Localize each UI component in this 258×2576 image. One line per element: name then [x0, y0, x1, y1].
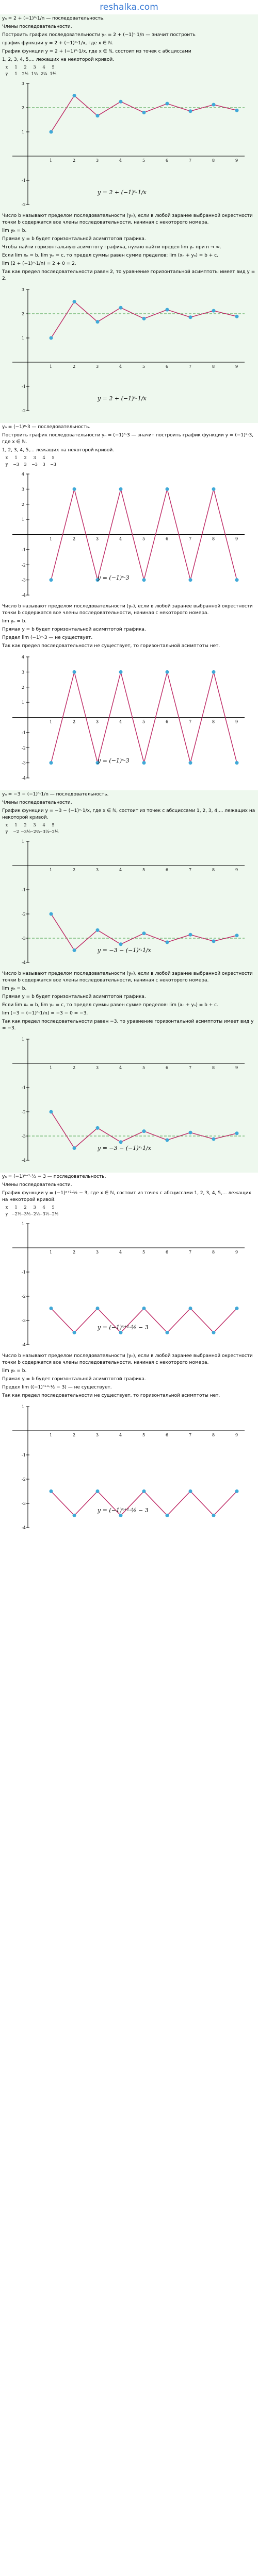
data-point: [212, 1331, 216, 1334]
y-tick-label: 3: [22, 487, 25, 492]
values-table-row: x 1 2 3 4 5: [5, 65, 55, 70]
x-tick-label: 3: [96, 868, 99, 872]
data-point: [235, 1131, 239, 1135]
text-line: Прямая y = b будет горизонтальной асимптотой графика.: [2, 627, 146, 632]
text-line: График функции y = −3 − (−1)ˣ·1/x, где x ∈ ℕ, состоит из точек с абсциссами 1, 2, 3, 4,... лежащих на некоторой кривой.: [2, 808, 255, 820]
values-table-row: x 1 2 3 4 5: [5, 823, 55, 827]
x-tick-label: 6: [166, 158, 169, 163]
x-tick-label: 4: [119, 536, 122, 541]
data-point: [50, 1307, 53, 1310]
data-point: [142, 111, 146, 114]
data-point: [142, 578, 146, 582]
text-line: Число b называют пределом последовательности (yₙ), если в любой заранее выбранной окрестности точки b содержатся все члены последовательности, начиная с некоторого номера.: [2, 213, 253, 225]
data-point: [235, 934, 239, 937]
y-tick-label: 2: [22, 312, 25, 316]
curve-label: y = −3 − (−1)ˣ·1/x: [98, 1145, 151, 1151]
data-point: [235, 315, 239, 318]
data-point: [166, 1514, 169, 1517]
x-tick-label: 2: [73, 364, 76, 369]
y-tick-label: -2: [22, 563, 26, 568]
x-tick-label: 4: [119, 1065, 122, 1070]
x-tick-label: 8: [212, 364, 215, 369]
x-tick-label: 9: [235, 1065, 238, 1070]
x-tick-label: 3: [96, 1433, 99, 1437]
data-point: [212, 103, 216, 107]
solution-section: [0, 1173, 258, 1540]
data-point: [119, 1514, 123, 1517]
x-tick-label: 1: [50, 719, 53, 724]
x-tick-label: 2: [73, 868, 76, 872]
data-point: [235, 578, 239, 582]
values-table-row: x 1 2 3 4 5: [5, 1205, 55, 1210]
x-tick-label: 4: [119, 868, 122, 872]
x-tick-label: 9: [235, 719, 238, 724]
text-line: Так как предел последовательности не существует, то горизонтальной асимптоты нет.: [2, 643, 220, 649]
data-point: [166, 487, 169, 491]
y-tick-label: -1: [22, 1270, 26, 1275]
text-line: yₙ = −3 − (−1)ⁿ·1/n — последовательность.: [2, 792, 109, 797]
x-tick-label: 3: [96, 364, 99, 369]
y-tick-label: 4: [22, 472, 25, 477]
y-tick-label: -2: [22, 1294, 26, 1299]
data-point: [96, 114, 100, 117]
x-tick-label: 5: [142, 719, 146, 724]
x-tick-label: 9: [235, 1433, 238, 1437]
y-tick-label: -4: [22, 1158, 26, 1163]
text-line: График функции y = (−1)ˣ⁺¹·½ − 3, где x ∈ ℕ, состоит из точек с абсциссами 1, 2, 3, 4, 5,... лежащих на некоторой кривой.: [2, 1191, 251, 1202]
x-tick-label: 3: [96, 1250, 99, 1255]
x-tick-label: 1: [50, 158, 53, 163]
text-line: График функции y = 2 + (−1)ˣ·1/x, где x ∈ ℕ, состоит из точек с абсциссами: [2, 49, 191, 54]
x-tick-label: 2: [73, 1065, 76, 1070]
x-tick-label: 3: [96, 158, 99, 163]
text-line: Члены последовательности.: [2, 1182, 72, 1188]
data-point: [189, 109, 192, 113]
x-tick-label: 5: [142, 868, 146, 872]
sequence-chart: [2, 78, 256, 210]
x-tick-label: 7: [189, 868, 192, 872]
x-tick-label: 9: [235, 1250, 238, 1255]
curve-label: y = (−1)ˣ⁺¹·½ − 3: [98, 1507, 149, 1514]
sequence-chart: [2, 1034, 256, 1165]
sequence-chart: [2, 469, 256, 600]
data-point: [189, 761, 192, 765]
y-tick-label: -2: [22, 745, 26, 751]
x-tick-label: 1: [50, 1065, 53, 1070]
data-point: [73, 300, 76, 303]
data-point: [189, 1307, 192, 1310]
x-tick-label: 2: [73, 158, 76, 163]
x-tick-label: 7: [189, 719, 192, 724]
data-point: [73, 487, 76, 491]
x-tick-label: 6: [166, 868, 169, 872]
curve-label: y = (−1)ˣ·3: [98, 757, 130, 764]
data-point: [189, 578, 192, 582]
y-tick-label: -4: [22, 960, 26, 965]
x-tick-label: 9: [235, 158, 238, 163]
data-point: [119, 100, 123, 104]
y-tick-label: 1: [22, 130, 25, 134]
x-tick-label: 7: [189, 1250, 192, 1255]
y-tick-label: -2: [22, 202, 26, 207]
x-tick-label: 7: [189, 536, 192, 541]
text-line: Если lim xₙ = b, lim yₙ = c, то предел суммы равен сумме пределов: lim (xₙ + yₙ) = b + c.: [2, 1003, 218, 1008]
y-tick-label: -2: [22, 1110, 26, 1114]
x-tick-label: 8: [212, 1065, 215, 1070]
y-tick-label: 3: [22, 81, 25, 86]
data-point: [166, 1331, 169, 1334]
y-tick-label: -3: [22, 1134, 26, 1139]
data-point: [212, 487, 216, 491]
text-line: yₙ = (−1)ⁿ⁺¹·½ − 3 — последовательность.: [2, 1174, 106, 1179]
data-point: [235, 761, 239, 765]
y-tick-label: -2: [22, 912, 26, 917]
curve-label: y = −3 − (−1)ˣ·1/x: [98, 947, 151, 954]
y-tick-label: 1: [22, 1037, 25, 1042]
x-tick-label: 7: [189, 1433, 192, 1437]
x-tick-label: 1: [50, 1433, 53, 1437]
y-tick-label: -1: [22, 1453, 26, 1458]
data-point: [212, 1137, 216, 1141]
data-point: [96, 320, 100, 324]
y-tick-label: 1: [22, 1404, 25, 1409]
sequence-chart: [2, 1401, 256, 1533]
y-tick-label: 3: [22, 287, 25, 292]
data-point: [73, 1331, 76, 1334]
y-tick-label: -3: [22, 760, 26, 766]
text-line: Прямая y = b будет горизонтальной асимптотой графика.: [2, 1377, 146, 1382]
data-point: [166, 1138, 169, 1142]
data-point: [142, 761, 146, 765]
values-table-row: y 1 2½ 1⅔ 2¼ 1⅘: [5, 72, 57, 76]
values-table-row: y −2½ −3½ −2½ −3½ −2½: [5, 1212, 59, 1216]
y-tick-label: 1: [22, 700, 25, 705]
data-point: [96, 1489, 100, 1493]
x-tick-label: 2: [73, 536, 76, 541]
x-tick-label: 3: [96, 719, 99, 724]
y-tick-label: -3: [22, 936, 26, 941]
data-point: [50, 130, 53, 134]
x-tick-label: 8: [212, 868, 215, 872]
text-line: Прямая y = b будет горизонтальной асимптотой графика.: [2, 236, 146, 242]
x-tick-label: 8: [212, 1250, 215, 1255]
y-tick-label: -1: [22, 178, 26, 183]
text-line: lim yₙ = b.: [2, 619, 27, 624]
x-tick-label: 9: [235, 364, 238, 369]
solution-section: [0, 423, 258, 790]
x-tick-label: 8: [212, 719, 215, 724]
y-tick-label: -1: [22, 1086, 26, 1090]
data-point: [119, 487, 123, 491]
x-tick-label: 6: [166, 536, 169, 541]
y-tick-label: -4: [22, 1526, 26, 1530]
data-point: [50, 578, 53, 582]
text-line: Число b называют пределом последовательности (yₙ), если в любой заранее выбранной окрестности точки b содержатся все члены последовательности, начиная с некоторого номера.: [2, 1353, 253, 1365]
text-line: lim yₙ = b.: [2, 986, 27, 991]
x-tick-label: 8: [212, 536, 215, 541]
x-tick-label: 5: [142, 1433, 146, 1437]
text-line: Предел lim (−1)ⁿ·3 — не существует.: [2, 635, 93, 640]
data-point: [212, 670, 216, 674]
text-line: Члены последовательности.: [2, 24, 72, 29]
y-tick-label: -1: [22, 384, 26, 389]
y-tick-label: -3: [22, 578, 26, 583]
data-point: [142, 1489, 146, 1493]
data-point: [73, 1514, 76, 1517]
y-tick-label: 4: [22, 655, 25, 659]
text-line: 1, 2, 3, 4, 5,... лежащих на некоторой кривой.: [2, 57, 115, 62]
x-tick-label: 1: [50, 364, 53, 369]
x-tick-label: 4: [119, 1250, 122, 1255]
data-point: [73, 948, 76, 952]
sequence-chart: [2, 284, 256, 416]
x-tick-label: 2: [73, 1250, 76, 1255]
text-line: lim yₙ = b.: [2, 228, 27, 233]
x-tick-label: 5: [142, 536, 146, 541]
data-point: [73, 670, 76, 674]
text-line: Прямая y = b будет горизонтальной асимптотой графика.: [2, 994, 146, 999]
x-tick-label: 6: [166, 1433, 169, 1437]
y-tick-label: -2: [22, 1477, 26, 1482]
text-line: Так как предел последовательности равен 2, то уравнение горизонтальной асимптоты имеет вид y = 2.: [2, 269, 255, 281]
data-point: [235, 1489, 239, 1493]
data-point: [96, 928, 100, 932]
x-tick-label: 6: [166, 364, 169, 369]
x-tick-label: 5: [142, 364, 146, 369]
y-tick-label: -1: [22, 888, 26, 892]
text-line: lim (2 + (−1)ⁿ·1/n) = 2 + 0 = 2.: [2, 261, 76, 266]
data-point: [142, 1307, 146, 1310]
text-line: Так как предел последовательности не существует, то горизонтальной асимптоты нет.: [2, 1393, 220, 1398]
data-point: [189, 933, 192, 937]
text-line: 1, 2, 3, 4, 5,... лежащих на некоторой кривой.: [2, 448, 115, 453]
x-tick-label: 4: [119, 1433, 122, 1437]
site-header: [0, 0, 258, 14]
data-point: [235, 109, 239, 112]
data-point: [189, 1489, 192, 1493]
curve-label: y = (−1)ˣ·3: [98, 574, 130, 581]
curve-label: y = (−1)ˣ⁺¹·½ − 3: [98, 1324, 149, 1331]
x-tick-label: 1: [50, 536, 53, 541]
y-tick-label: -4: [22, 593, 26, 598]
x-tick-label: 9: [235, 536, 238, 541]
data-point: [166, 102, 169, 106]
x-tick-label: 6: [166, 1065, 169, 1070]
y-tick-label: 1: [22, 839, 25, 844]
x-tick-label: 1: [50, 1250, 53, 1255]
data-point: [119, 1331, 123, 1334]
x-tick-label: 3: [96, 1065, 99, 1070]
data-point: [142, 317, 146, 320]
data-point: [96, 1126, 100, 1130]
data-point: [50, 1110, 53, 1114]
y-tick-label: 2: [22, 106, 25, 110]
text-line: график функции y = 2 + (−1)ˣ·1/x, где x ∈ ℕ.: [2, 41, 114, 46]
data-point: [166, 308, 169, 312]
text-line: Так как предел последовательности равен −3, то уравнение горизонтальной асимптоты имеет вид y = −3.: [2, 1019, 254, 1031]
y-tick-label: -3: [22, 1318, 26, 1323]
data-point: [50, 912, 53, 916]
text-line: Предел lim ((−1)ⁿ⁺¹·½ − 3) — не существует.: [2, 1385, 112, 1390]
site-title[interactable]: reshalka.com: [100, 2, 158, 12]
data-point: [119, 306, 123, 310]
data-point: [189, 315, 192, 319]
x-tick-label: 4: [119, 719, 122, 724]
y-tick-label: -4: [22, 776, 26, 781]
x-tick-label: 2: [73, 1433, 76, 1437]
data-point: [119, 942, 123, 946]
y-tick-label: 1: [22, 517, 25, 522]
x-tick-label: 4: [119, 158, 122, 163]
x-tick-label: 2: [73, 719, 76, 724]
x-tick-label: 6: [166, 719, 169, 724]
data-point: [96, 1307, 100, 1310]
data-point: [119, 670, 123, 674]
data-point: [212, 939, 216, 943]
y-tick-label: -4: [22, 1343, 26, 1347]
data-point: [142, 931, 146, 935]
y-tick-label: 1: [22, 1222, 25, 1226]
y-tick-label: -1: [22, 547, 26, 552]
text-line: Если lim xₙ = b, lim yₙ = c, то предел суммы равен сумме пределов: lim (xₙ + yₙ) = b + c.: [2, 253, 218, 258]
data-point: [73, 1146, 76, 1150]
values-table-row: y −3 3 −3 3 −3: [5, 462, 56, 467]
data-point: [50, 1489, 53, 1493]
data-point: [166, 670, 169, 674]
x-tick-label: 7: [189, 1065, 192, 1070]
data-point: [119, 1140, 123, 1144]
solution-section: [0, 14, 258, 423]
data-point: [235, 1307, 239, 1310]
text-line: Построить график последовательности yₙ = (−1)ⁿ·3 — значит построить график функции y = (−1)ˣ·3, где x ∈ ℕ.: [2, 433, 254, 445]
data-point: [50, 761, 53, 765]
x-tick-label: 4: [119, 364, 122, 369]
text-line: lim yₙ = b.: [2, 1368, 27, 1374]
sequence-chart: [2, 1218, 256, 1350]
text-line: Число b называют пределом последовательности (yₙ), если в любой заранее выбранной окрестности точки b содержатся все члены последовательности, начиная с некоторого номера.: [2, 604, 253, 616]
curve-label: y = 2 + (−1)ˣ·1/x: [98, 189, 147, 196]
x-tick-label: 8: [212, 158, 215, 163]
x-tick-label: 1: [50, 868, 53, 872]
sequence-chart: [2, 836, 256, 968]
x-tick-label: 5: [142, 1250, 146, 1255]
y-tick-label: 1: [22, 336, 25, 341]
data-point: [50, 336, 53, 340]
x-tick-label: 6: [166, 1250, 169, 1255]
curve-label: y = 2 + (−1)ˣ·1/x: [98, 395, 147, 402]
y-tick-label: -1: [22, 730, 26, 735]
solution-section: [0, 790, 258, 1173]
y-tick-label: -2: [22, 409, 26, 413]
data-point: [212, 1514, 216, 1517]
data-point: [73, 94, 76, 97]
text-line: lim (−3 − (−1)ⁿ·1/n) = −3 − 0 = −3.: [2, 1011, 88, 1016]
x-tick-label: 3: [96, 536, 99, 541]
x-tick-label: 5: [142, 1065, 146, 1070]
text-line: yₙ = (−1)ⁿ·3 — последовательность.: [2, 425, 91, 430]
text-line: Число b называют пределом последовательности (yₙ), если в любой заранее выбранной окрестности точки b содержатся все члены последовательности, начиная с некоторого номера.: [2, 971, 253, 983]
sequence-chart: [2, 652, 256, 783]
y-tick-label: 2: [22, 502, 25, 507]
y-tick-label: 2: [22, 685, 25, 690]
text-line: yₙ = 2 + (−1)ⁿ·1/n — последовательность.: [2, 16, 105, 21]
values-table-row: x 1 2 3 4 5: [5, 455, 55, 460]
y-tick-label: 3: [22, 670, 25, 675]
data-point: [166, 940, 169, 944]
x-tick-label: 8: [212, 1433, 215, 1437]
text-line: Чтобы найти горизонтальную асимптоту графика, нужно найти предел lim yₙ при n → ∞.: [2, 245, 221, 250]
values-table-row: y −2 −3½ −2⅔ −3¼ −2⅘: [5, 829, 59, 834]
text-line: Члены последовательности.: [2, 800, 72, 805]
solution-content: [0, 14, 258, 1540]
data-point: [142, 1129, 146, 1133]
y-tick-label: -3: [22, 1501, 26, 1506]
x-tick-label: 5: [142, 158, 146, 163]
x-tick-label: 9: [235, 868, 238, 872]
data-point: [212, 309, 216, 313]
x-tick-label: 7: [189, 158, 192, 163]
data-point: [189, 1131, 192, 1134]
text-line: Построить график последовательности yₙ = 2 + (−1)ⁿ·1/n — значит построить: [2, 32, 196, 38]
x-tick-label: 7: [189, 364, 192, 369]
